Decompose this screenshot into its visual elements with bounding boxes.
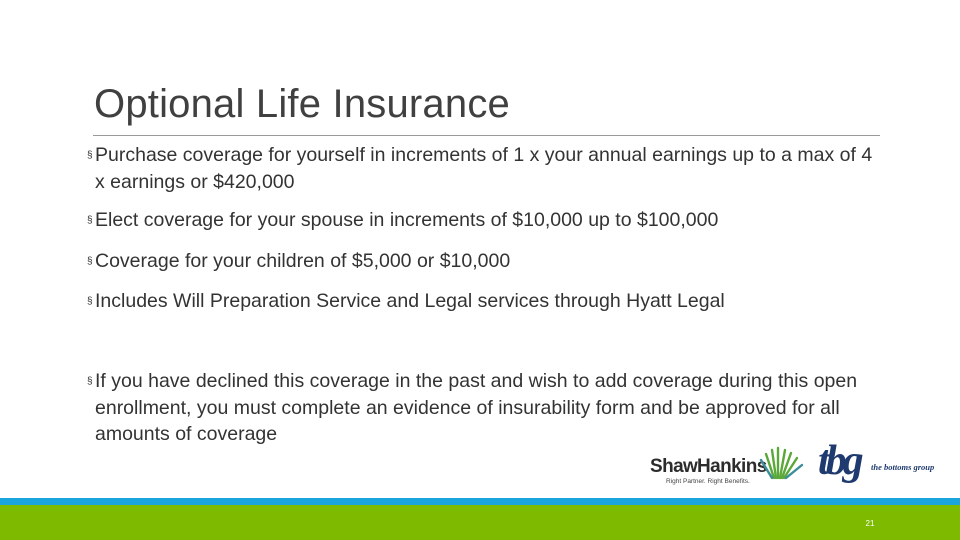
bullet-text: Elect coverage for your spouse in increments of $10,000 up to $100,000 bbox=[95, 209, 719, 231]
shaw-leaf-icon bbox=[761, 448, 802, 478]
bullet-marker-icon: § bbox=[87, 376, 93, 387]
bullet-marker-icon: § bbox=[87, 256, 93, 267]
title-divider bbox=[93, 135, 880, 136]
footer-band-green bbox=[0, 505, 960, 540]
bullet-text: Purchase coverage for yourself in increments of 1 x your annual earnings up to a max of 4 x earnings or $420,000 bbox=[95, 144, 873, 193]
shaw-name-part2: Hankins bbox=[697, 456, 767, 477]
slide-title: Optional Life Insurance bbox=[94, 82, 510, 126]
bullet-item bbox=[87, 142, 877, 195]
bullet-text: If you have declined this coverage in the past and wish to add coverage during this open enrollment, you must complete an evidence of insurability form and be approved for all amounts of coverage bbox=[95, 370, 858, 445]
shaw-hankins-logo bbox=[648, 440, 808, 488]
bullet-item bbox=[87, 248, 877, 275]
tbg-mark: tbg bbox=[818, 438, 860, 484]
bullet-text: Coverage for your children of $5,000 or $10,000 bbox=[95, 250, 511, 272]
bullet-marker-icon: § bbox=[87, 150, 93, 161]
bullet-marker-icon: § bbox=[87, 215, 93, 226]
bullet-text: Includes Will Preparation Service and Legal services through Hyatt Legal bbox=[95, 290, 725, 312]
footer-band-blue bbox=[0, 498, 960, 505]
bullet-marker-icon: § bbox=[87, 296, 93, 307]
shaw-name-part1: Shaw bbox=[650, 456, 698, 477]
page-number: 21 bbox=[865, 519, 875, 528]
shaw-tagline: Right Partner. Right Benefits. bbox=[666, 478, 750, 485]
bottoms-group-logo bbox=[816, 438, 950, 490]
tbg-name: the bottoms group bbox=[871, 462, 935, 472]
bullet-item bbox=[87, 207, 877, 234]
bullet-item bbox=[87, 288, 877, 315]
